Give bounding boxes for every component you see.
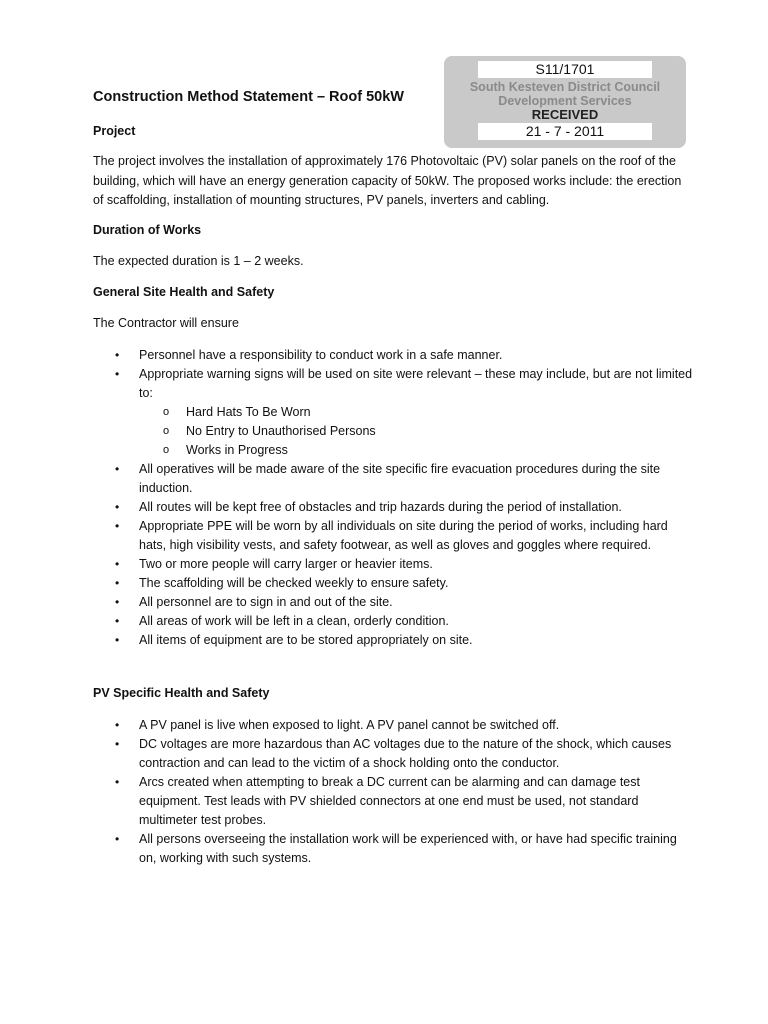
general-safety-intro: The Contractor will ensure: [93, 316, 239, 330]
warning-signs-list: [139, 403, 693, 460]
stamp-department: Development Services: [498, 94, 632, 108]
list-item: • Personnel have a responsibility to conduct work in a safe manner.: [93, 346, 693, 365]
sub-list-item: o No Entry to Unauthorised Persons: [139, 422, 693, 441]
received-stamp: [444, 56, 686, 148]
list-item: • Appropriate PPE will be worn by all individuals on site during the period of works, including hard hats, high visibility vests, and safety footwear, as well as gloves and goggles where required.: [93, 517, 693, 555]
list-item: • All operatives will be made aware of the site specific fire evacuation procedures during the site induction.: [93, 460, 693, 498]
pv-safety-heading: PV Specific Health and Safety: [93, 686, 270, 700]
pv-safety-list: [93, 716, 693, 868]
general-safety-heading: General Site Health and Safety: [93, 285, 275, 299]
list-item: • All items of equipment are to be stored appropriately on site.: [93, 631, 693, 650]
list-item: • The scaffolding will be checked weekly to ensure safety.: [93, 574, 693, 593]
list-item: • All areas of work will be left in a clean, orderly condition.: [93, 612, 693, 631]
project-heading: Project: [93, 124, 136, 138]
sub-list-item: o Hard Hats To Be Worn: [139, 403, 693, 422]
list-item: • DC voltages are more hazardous than AC voltages due to the nature of the shock, which causes contraction and can lead to the victim of a shock holding onto the conductor.: [93, 735, 693, 773]
list-item: • A PV panel is live when exposed to light. A PV panel cannot be switched off.: [93, 716, 693, 735]
list-item: • All persons overseeing the installation work will be experienced with, or have had specific training on, working with such systems.: [93, 830, 693, 868]
sub-list-item: o Works in Progress: [139, 441, 693, 460]
document-title: Construction Method Statement – Roof 50kW: [93, 89, 404, 105]
stamp-reference: S11/1701: [478, 61, 652, 78]
project-text: The project involves the installation of approximately 176 Photovoltaic (PV) solar panels on the roof of the building, which will have an energy generation capacity of 50kW. The proposed works include: the erection of scaffolding, installation of mounting structures, PV panels, inverters and cabling.: [93, 154, 682, 207]
stamp-status: RECEIVED: [531, 107, 599, 122]
duration-heading: Duration of Works: [93, 223, 202, 237]
list-item: • Arcs created when attempting to break a DC current can be alarming and can damage test equipment. Test leads with PV shielded connectors at one end must be used, not standard multimeter test probes.: [93, 773, 693, 830]
general-safety-list: [93, 346, 693, 650]
list-item: • All personnel are to sign in and out of the site.: [93, 593, 693, 612]
list-item: • Appropriate warning signs will be used on site were relevant – these may include, but are not limited to: o Hard Hats To Be Worn o No Entry to Unauthorised Persons o Works in Progress: [93, 365, 693, 460]
list-item: • All routes will be kept free of obstacles and trip hazards during the period of installation.: [93, 498, 693, 517]
list-item: • Two or more people will carry larger or heavier items.: [93, 555, 693, 574]
duration-text: The expected duration is 1 – 2 weeks.: [93, 254, 304, 268]
stamp-date: 21 - 7 - 2011: [478, 123, 652, 140]
stamp-council: South Kesteven District Council: [469, 80, 661, 94]
